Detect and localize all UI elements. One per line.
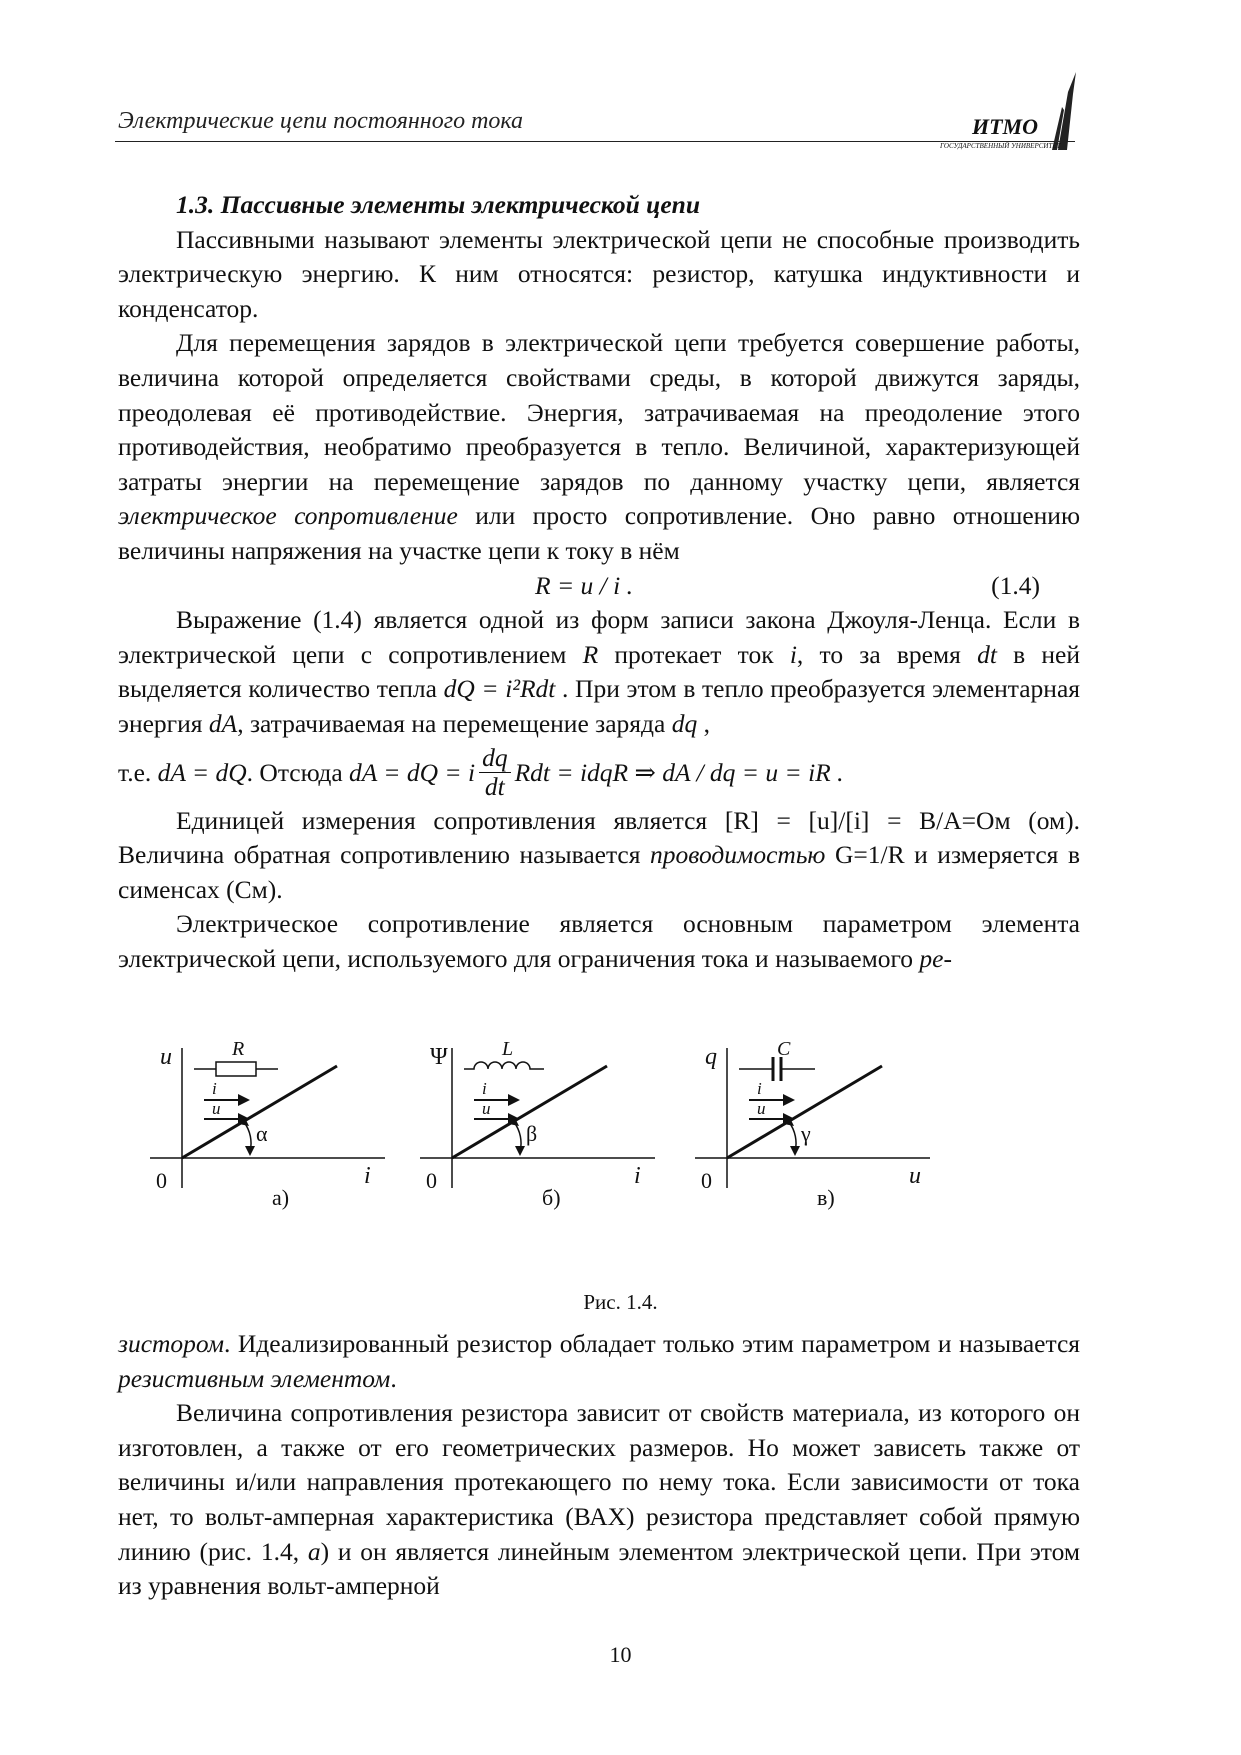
angle-arrowhead [245,1146,255,1156]
panel-label: в) [817,1185,835,1210]
panel-3 [695,1038,930,1210]
page-number: 10 [609,1642,632,1667]
x-axis-label: i [634,1163,641,1189]
panel-1 [150,1038,385,1210]
equation-1-4 [118,569,1080,604]
arrow-label-u: u [212,1099,221,1118]
current-arrow-head [783,1094,795,1106]
derivation-line: т.е. dA = dQ . Отсюда dA = dQ = i $\frac{dq}{dt}$ Rdt = idqR ⇒ dA / dq = u = iR . [118,743,844,801]
y-axis-label: q [705,1044,717,1070]
origin-label: 0 [156,1168,167,1193]
panel-label: б) [542,1185,561,1210]
paragraph: зистором. Идеализированный резистор обладает только этим параметром и называется резистивным элементом. [118,1329,1080,1393]
arrow-label-u: u [482,1099,491,1118]
arrow-label-i: i [757,1079,762,1098]
element-label: L [502,1038,514,1060]
element-label: C [777,1038,791,1060]
equation: R = u / i . [535,570,633,600]
angle-arrowhead [790,1146,800,1156]
running-head: Электрические цепи постоянного тока [118,108,524,134]
itmo-logo [940,72,1080,157]
panel-2 [420,1038,655,1210]
y-axis-label: Ψ [430,1044,448,1070]
current-arrow-head [508,1094,520,1106]
paragraph: Электрическое сопротивление является основным параметром элемента электрической цепи, используемого для ограничения тока и называемого ре- [118,909,1080,973]
x-axis-label: u [909,1163,921,1189]
logo-text: ИТМО [972,114,1038,139]
angle-label: γ [801,1121,811,1146]
element-label: R [232,1038,245,1060]
panel-label: а) [272,1185,290,1210]
figure-1-4 [150,1038,1090,1268]
origin-label: 0 [701,1168,712,1193]
inductor-symbol [464,1062,544,1069]
header-rule [115,141,1075,142]
paragraph: Пассивными называют элементы электрической цепи не способные производить электрическую энергию. К ним относятся: резистор, катушка индуктивности и конденсатор. [118,224,1080,323]
arrow-label-i: i [212,1079,217,1098]
angle-label: β [526,1121,538,1146]
angle-arrowhead [515,1146,525,1156]
section-heading: 1.3. Пассивные элементы электрической цепи [176,190,701,219]
fraction: $\frac{dq}{dt}$ [479,744,511,801]
arrow-label-u: u [757,1099,766,1118]
x-axis-label: i [364,1163,371,1189]
logo-subtext: ГОСУДАРСТВЕННЫЙ УНИВЕРСИТЕТ [940,142,1061,150]
y-axis-label: u [160,1044,172,1070]
paragraph: Величина сопротивления резистора зависит от свойств материала, из которого он изготовлен, а также от его геометрических размеров. Но может зависеть также от величины и/или направления протекающего по нему тока. Если зависимости от тока нет, то вольт-амперная характеристика (ВАХ) резистора представляет собой прямую линию (рис. 1.4, а) и он является линейным элементом электрической цепи. При этом из уравнения вольт-амперной [118,1398,1081,1601]
paragraph: Единицей измерения сопротивления является [R] = [u]/[i] = В/А=Ом (ом). Величина обратная сопротивлению называется проводимостью G=1/R и измеряется в сименсах (См). [118,805,1081,904]
paragraph: Для перемещения зарядов в электрической цепи требуется совершение работы, величина которой определяется свойствами среды, в которой движутся заряды, преодолевая её противодействие. Энергия, затрачиваемая на преодоление этого противодействия, необратимо преобразуется в тепло. Величиной, характеризующей затраты энергии на перемещение зарядов по данному участку цепи, является электрическое сопротивление или просто сопротивление. Оно равно отношению величины напряжения на участке цепи к току в нём [118,328,1080,565]
equation-number: (1.4) [991,570,1040,600]
paragraph: Выражение (1.4) является одной из форм записи закона Джоуля-Ленца. Если в электрической цепи с сопротивлением R протекает ток i, то за время dt в ней выделяется количество тепла dQ = i²Rdt . При этом в тепло преобразуется элементарная энергия dA, затрачиваемая на перемещение заряда dq , [118,605,1080,738]
main-text [118,188,1080,976]
resistor-symbol [216,1062,256,1076]
figure-caption: Рис. 1.4. [583,1290,658,1314]
arrow-label-i: i [482,1079,487,1098]
continuation-text [118,1327,1080,1604]
angle-label: α [256,1121,268,1146]
origin-label: 0 [426,1168,437,1193]
current-arrow-head [238,1094,250,1106]
